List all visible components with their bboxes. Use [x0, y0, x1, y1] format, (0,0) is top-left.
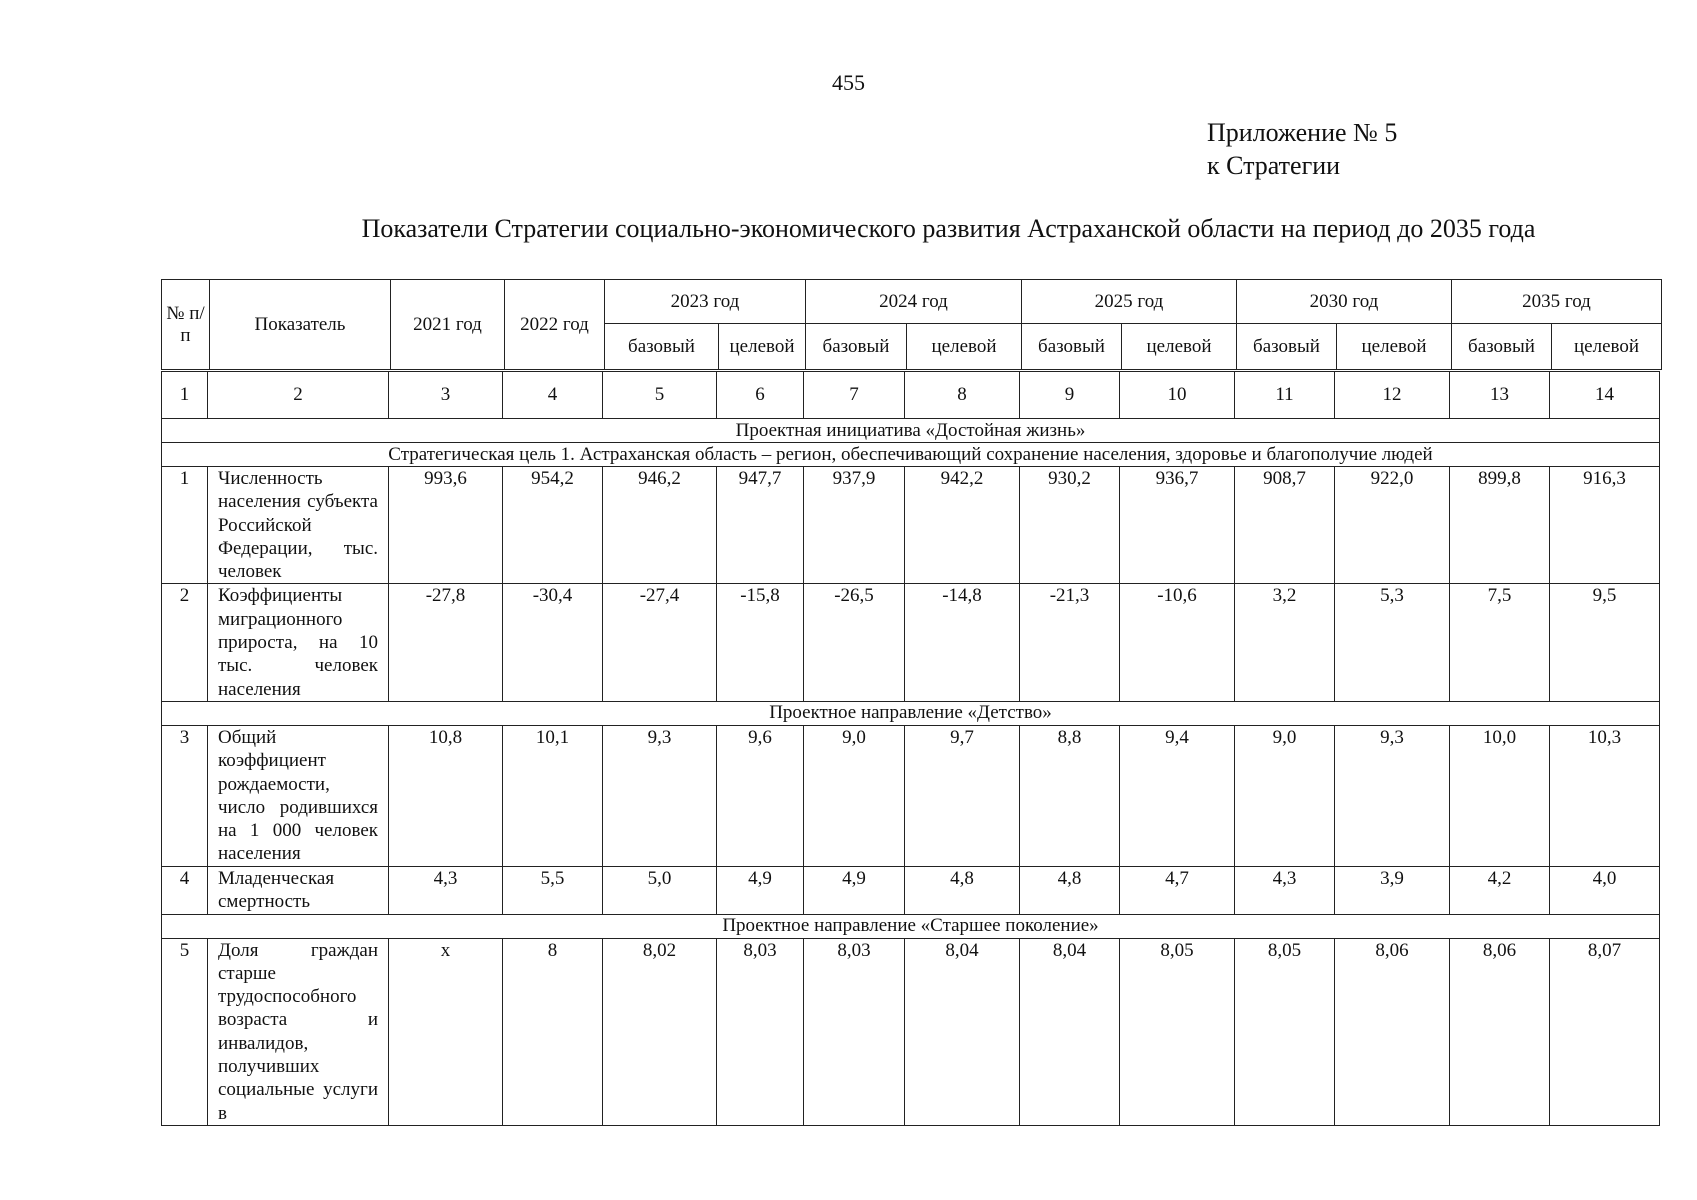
row-value: 3,9	[1335, 866, 1450, 914]
column-index: 1	[162, 372, 208, 419]
column-index: 11	[1235, 372, 1335, 419]
row-value: -26,5	[804, 584, 905, 701]
header-base: базовый	[605, 324, 719, 370]
row-number: 1	[162, 467, 208, 584]
row-value: 8,06	[1450, 938, 1550, 1125]
row-value: 8,05	[1235, 938, 1335, 1125]
row-value: 9,5	[1550, 584, 1660, 701]
row-value: -27,4	[603, 584, 717, 701]
indicators-table	[161, 371, 1660, 1126]
row-value: 10,1	[503, 725, 603, 866]
column-index: 13	[1450, 372, 1550, 419]
appendix-line-2: к Стратегии	[1207, 151, 1341, 180]
header-2022: 2022 год	[505, 280, 605, 370]
header-base: базовый	[1022, 324, 1122, 370]
row-value: 930,2	[1020, 467, 1120, 584]
row-value: -10,6	[1120, 584, 1235, 701]
header-year-2035: 2035 год	[1452, 280, 1662, 324]
row-indicator: Численность населения субъекта Российской Федерации, тыс. человек	[208, 467, 389, 584]
column-index: 4	[503, 372, 603, 419]
row-value: -30,4	[503, 584, 603, 701]
page-number: 455	[832, 70, 865, 95]
header-year-2030: 2030 год	[1237, 280, 1452, 324]
row-value: 8,8	[1020, 725, 1120, 866]
column-index: 8	[905, 372, 1020, 419]
header-base: базовый	[806, 324, 907, 370]
header-year-2024: 2024 год	[806, 280, 1022, 324]
row-indicator: Коэффициенты миграционного прироста, на 10 тыс. человек населения	[208, 584, 389, 701]
header-target: целевой	[719, 324, 806, 370]
row-value: 4,9	[717, 866, 804, 914]
row-number: 2	[162, 584, 208, 701]
column-index: 5	[603, 372, 717, 419]
row-value: 936,7	[1120, 467, 1235, 584]
row-value: 8	[503, 938, 603, 1125]
row-value: 4,0	[1550, 866, 1660, 914]
row-value: 993,6	[389, 467, 503, 584]
table-row	[162, 467, 1660, 584]
row-value: 4,8	[905, 866, 1020, 914]
header-2021: 2021 год	[391, 280, 505, 370]
column-index: 6	[717, 372, 804, 419]
row-value: 4,3	[1235, 866, 1335, 914]
row-value: 10,8	[389, 725, 503, 866]
row-value: 942,2	[905, 467, 1020, 584]
row-value: 916,3	[1550, 467, 1660, 584]
row-value: 8,07	[1550, 938, 1660, 1125]
row-value: 5,0	[603, 866, 717, 914]
table-row	[162, 584, 1660, 701]
header-target: целевой	[1337, 324, 1452, 370]
row-value: 954,2	[503, 467, 603, 584]
row-indicator: Доля граждан старше трудоспособного возраста и инвалидов, получивших социальные услуги в	[208, 938, 389, 1125]
header-year-2023: 2023 год	[605, 280, 806, 324]
section-heading: Стратегическая цель 1. Астраханская область – регион, обеспечивающий сохранение населения, здоровье и благополучие людей	[162, 443, 1660, 467]
column-index: 10	[1120, 372, 1235, 419]
header-target: целевой	[907, 324, 1022, 370]
row-value: 10,0	[1450, 725, 1550, 866]
header-base: базовый	[1237, 324, 1337, 370]
row-value: -27,8	[389, 584, 503, 701]
column-index: 3	[389, 372, 503, 419]
row-value: 908,7	[1235, 467, 1335, 584]
table-row	[162, 866, 1660, 914]
row-value: 9,0	[804, 725, 905, 866]
row-value: 922,0	[1335, 467, 1450, 584]
row-value: -15,8	[717, 584, 804, 701]
column-index: 2	[208, 372, 389, 419]
row-value: 899,8	[1450, 467, 1550, 584]
header-year-2025: 2025 год	[1022, 280, 1237, 324]
row-value: 9,3	[603, 725, 717, 866]
row-value: 8,03	[804, 938, 905, 1125]
table-header	[161, 279, 1662, 370]
section-heading: Проектная инициатива «Достойная жизнь»	[162, 419, 1660, 443]
row-value: 10,3	[1550, 725, 1660, 866]
header-indicator: Показатель	[210, 280, 391, 370]
row-value: 947,7	[717, 467, 804, 584]
row-value: 3,2	[1235, 584, 1335, 701]
row-value: 8,04	[905, 938, 1020, 1125]
row-value: 4,8	[1020, 866, 1120, 914]
row-value: 8,02	[603, 938, 717, 1125]
column-index-row	[162, 372, 1660, 419]
row-value: 8,06	[1335, 938, 1450, 1125]
column-index: 12	[1335, 372, 1450, 419]
row-number: 5	[162, 938, 208, 1125]
row-value: х	[389, 938, 503, 1125]
row-number: 4	[162, 866, 208, 914]
header-target: целевой	[1552, 324, 1662, 370]
row-value: 5,3	[1335, 584, 1450, 701]
row-value: 4,2	[1450, 866, 1550, 914]
row-value: 7,5	[1450, 584, 1550, 701]
appendix-line-1: Приложение № 5	[1207, 118, 1398, 147]
row-value: 9,6	[717, 725, 804, 866]
row-value: -21,3	[1020, 584, 1120, 701]
document-title: Показатели Стратегии социально-экономического развития Астраханской области на период до 2035 года	[361, 214, 1536, 243]
row-value: 8,04	[1020, 938, 1120, 1125]
row-value: 9,7	[905, 725, 1020, 866]
header-num: № п/п	[162, 280, 210, 370]
header-target: целевой	[1122, 324, 1237, 370]
column-index: 9	[1020, 372, 1120, 419]
column-index: 7	[804, 372, 905, 419]
row-indicator: Общий коэффициент рождаемости, число родившихся на 1 000 человек населения	[208, 725, 389, 866]
row-value: 8,05	[1120, 938, 1235, 1125]
row-value: 5,5	[503, 866, 603, 914]
row-number: 3	[162, 725, 208, 866]
row-value: 937,9	[804, 467, 905, 584]
row-value: -14,8	[905, 584, 1020, 701]
header-base: базовый	[1452, 324, 1552, 370]
appendix-caption	[1207, 116, 1397, 182]
row-indicator: Младенческая смертность	[208, 866, 389, 914]
row-value: 4,3	[389, 866, 503, 914]
row-value: 9,3	[1335, 725, 1450, 866]
table-row	[162, 938, 1660, 1125]
table-row	[162, 725, 1660, 866]
section-heading: Проектное направление «Детство»	[162, 701, 1660, 725]
row-value: 4,9	[804, 866, 905, 914]
row-value: 946,2	[603, 467, 717, 584]
section-heading: Проектное направление «Старшее поколение»	[162, 914, 1660, 938]
column-index: 14	[1550, 372, 1660, 419]
row-value: 9,4	[1120, 725, 1235, 866]
row-value: 8,03	[717, 938, 804, 1125]
row-value: 4,7	[1120, 866, 1235, 914]
row-value: 9,0	[1235, 725, 1335, 866]
